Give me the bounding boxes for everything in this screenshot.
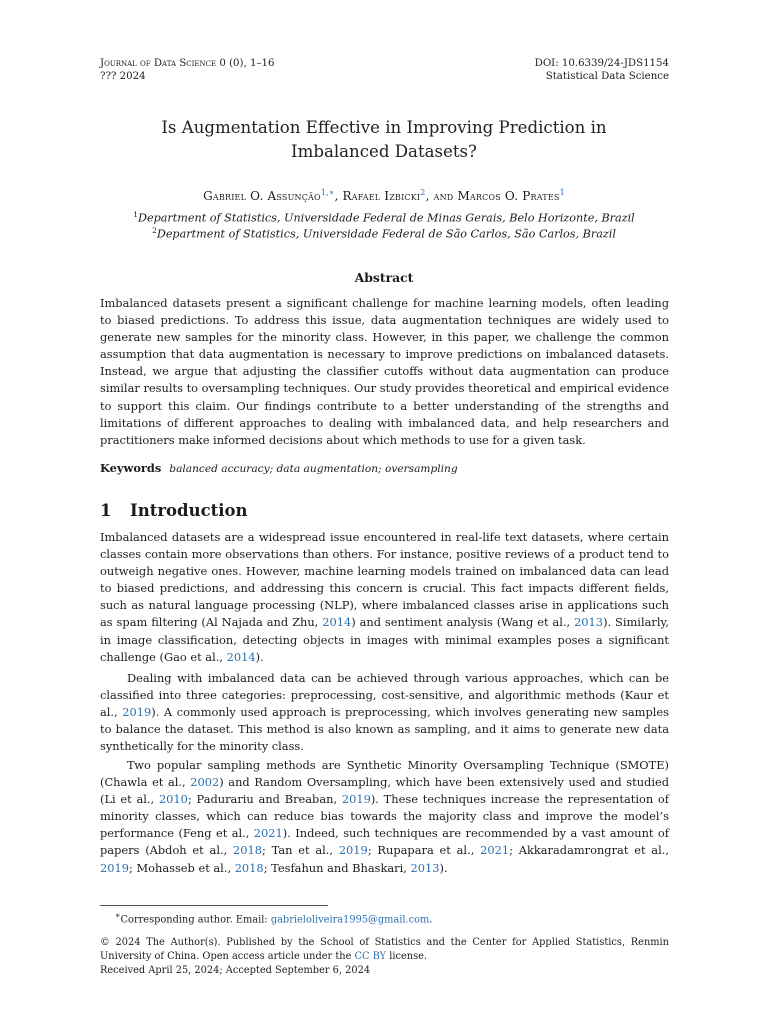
citation-link[interactable]: 2021 xyxy=(253,826,283,841)
copyright-text: © 2024 The Author(s). Published by the School of Statistics and the Center for Applied Statistics, Renmin University of China. Open access article under the xyxy=(100,937,669,962)
paragraph-text: ; Padurariu and Breaban, xyxy=(187,792,342,807)
citation-link[interactable]: 2014 xyxy=(226,649,256,664)
author-1: Gabriel O. Assunção xyxy=(203,189,321,203)
intro-paragraph-2 xyxy=(100,670,669,755)
citation-link[interactable]: 2019 xyxy=(122,705,152,720)
author-separator: , and xyxy=(425,189,458,203)
corresponding-author-footnote xyxy=(100,909,669,927)
citation-link[interactable]: 2019 xyxy=(100,860,129,875)
author-1-affil[interactable]: 1,∗ xyxy=(320,188,335,197)
doi: DOI: 10.6339/24-JDS1154 xyxy=(534,58,669,69)
citation-link[interactable]: 2018 xyxy=(234,860,264,875)
paragraph-text: ). These techniques increase the representation of minority classes, which can reduce bias towards the majority class and improve the model’s performance (Feng et al., xyxy=(100,792,669,841)
section-number: 1 xyxy=(100,501,112,520)
footnote-text: . xyxy=(429,914,433,926)
article-category: Statistical Data Science xyxy=(545,71,669,82)
intro-paragraph-1 xyxy=(100,529,669,666)
keywords-list: balanced accuracy; data augmentation; oversampling xyxy=(169,463,458,475)
citation-link[interactable]: 2021 xyxy=(480,843,510,858)
affiliation-2-text: Department of Statistics, Universidade Federal de São Carlos, São Carlos, Brazil xyxy=(156,227,616,241)
license-link[interactable]: CC BY xyxy=(354,950,387,962)
intro-paragraph-3 xyxy=(100,757,669,877)
journal-name: Journal of Data Science 0 (0), 1–16 xyxy=(100,58,275,69)
footnote-rule xyxy=(100,905,328,906)
paragraph-text: ). Similarly, in image classification, detecting objects in images with minimal examples poses a significant challenge (Gao et al., xyxy=(100,615,670,664)
citation-link[interactable]: 2010 xyxy=(158,792,188,807)
citation-link[interactable]: 2013 xyxy=(410,860,440,875)
email-link[interactable]: gabrieloliveira1995@gmail.com xyxy=(270,914,430,926)
paragraph-text: ) and Random Oversampling, which have been extensively used and studied (Li et al., xyxy=(100,775,669,807)
paragraph-text: ; Mohasseb et al., xyxy=(129,860,235,875)
author-3: Marcos O. Prates xyxy=(457,189,560,203)
paper-title xyxy=(0,116,768,164)
section-title: Introduction xyxy=(130,501,248,520)
paragraph-text: ) and sentiment analysis (Wang et al., xyxy=(351,615,575,630)
author-separator: , xyxy=(334,189,343,203)
copyright-text: license. xyxy=(386,950,428,962)
copyright-notice xyxy=(100,936,669,963)
citation-link[interactable]: 2014 xyxy=(322,615,352,630)
affiliation-1-mark: 1 xyxy=(133,210,138,219)
paragraph-text: ). xyxy=(439,860,448,875)
paragraph-text: ; Tan et al., xyxy=(262,843,339,858)
paragraph-text: ; Tesfahun and Bhaskari, xyxy=(263,860,411,875)
running-header-right xyxy=(535,57,669,83)
affiliation-1-text: Department of Statistics, Universidade Federal de Minas Gerais, Belo Horizonte, Brazil xyxy=(138,211,635,225)
citation-link[interactable]: 2019 xyxy=(341,792,371,807)
citation-link[interactable]: 2013 xyxy=(574,615,604,630)
title-line-1: Is Augmentation Effective in Improving Prediction in xyxy=(161,118,607,137)
received-dates: Received April 25, 2024; Accepted September 6, 2024 xyxy=(100,965,371,976)
citation-link[interactable]: 2018 xyxy=(233,843,262,858)
issue-date: ??? 2024 xyxy=(100,71,146,82)
paragraph-text: ). Indeed, such techniques are recommended by a vast amount of papers (Abdoh et al., xyxy=(100,826,669,858)
section-heading xyxy=(100,500,248,522)
paragraph-text: Dealing with imbalanced data can be achieved through various approaches, which can be classified into three categories: preprocessing, cost-sensitive, and algorithmic methods (Kaur et al., xyxy=(100,671,669,720)
keywords xyxy=(100,460,669,478)
author-list xyxy=(0,185,768,204)
citation-link[interactable]: 2019 xyxy=(338,843,368,858)
paragraph-text: ). xyxy=(255,649,264,664)
footnote-mark: ∗ xyxy=(115,910,121,920)
paragraph-text: ). A commonly used approach is preprocessing, which involves generating new samples to balance the dataset. This method is also known as sampling, and it aims to generate new data synthetically for the minority class. xyxy=(100,705,669,754)
paragraph-text: Imbalanced datasets are a widespread issue encountered in real-life text datasets, where certain classes contain more observations than others. For instance, positive reviews of a product tend to outweigh negative ones. However, machine learning models trained on imbalanced data can lead to biased predictions, and addressing this concern is crucial. This fact impacts different fields, such as natural language processing (NLP), where imbalanced classes arise in applications such as spam filtering (Al Najada and Zhu, xyxy=(100,530,669,630)
footnote-text: Corresponding author. Email: xyxy=(120,914,271,926)
paragraph-text: ; Akkaradamrongrat et al., xyxy=(509,843,669,858)
paragraph-text: ; Rupapara et al., xyxy=(367,843,481,858)
running-header-left xyxy=(100,57,275,83)
affiliation-2 xyxy=(0,223,768,243)
abstract-text: Imbalanced datasets present a significant challenge for machine learning models, often leading to biased predictions. To address this issue, data augmentation techniques are widely used to generate new samples for the minority class. However, in this paper, we challenge the common assumption that data augmentation is necessary to improve predictions on imbalanced datasets. Instead, we argue that adjusting the classifier cutoffs without data augmentation can produce similar results to oversampling techniques. Our study provides theoretical and empirical evidence to support this claim. Our findings contribute to a better understanding of the strengths and limitations of different approaches to dealing with imbalanced data, and help researchers and practitioners make informed decisions about which methods to use for a given task. xyxy=(100,296,669,447)
paragraph-text: Two popular sampling methods are Synthetic Minority Oversampling Technique (SMOTE) (Chawla et al., xyxy=(100,758,669,790)
author-3-affil[interactable]: 1 xyxy=(559,188,565,197)
author-2: Rafael Izbicki xyxy=(342,189,421,203)
keywords-label: Keywords xyxy=(100,461,162,475)
author-2-affil[interactable]: 2 xyxy=(420,188,426,197)
title-line-2: Imbalanced Datasets? xyxy=(291,142,477,161)
abstract-heading: Abstract xyxy=(354,270,414,285)
affiliation-2-mark: 2 xyxy=(152,226,157,235)
citation-link[interactable]: 2002 xyxy=(190,775,220,790)
